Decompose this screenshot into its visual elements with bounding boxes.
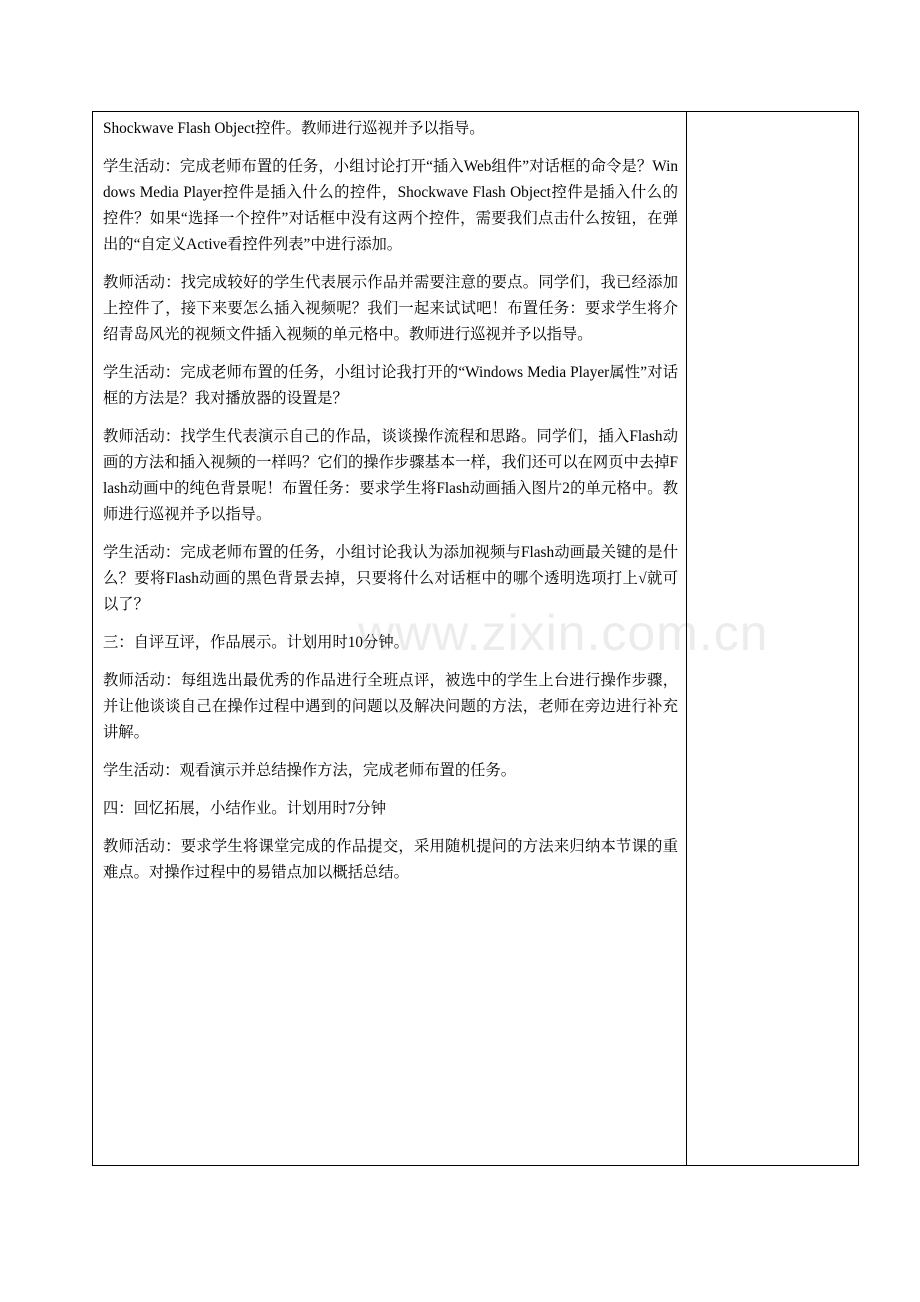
paragraph-teacher-activity-4: 教师活动：要求学生将课堂完成的作品提交，采用随机提问的方法来归纳本节课的重难点。对操作过程中的易错点加以概括总结。 [103, 838, 678, 881]
paragraph-student-activity-4: 学生活动：观看演示并总结操作方法，完成老师布置的任务。 [103, 762, 517, 779]
watermark-logo: www.zixin.com.cn [358, 605, 769, 661]
notes-cell [687, 112, 858, 1165]
paragraph-teacher-activity-3: 教师活动：每组选出最优秀的作品进行全班点评，被选中的学生上台进行操作步骤，并让他谈谈自己在操作过程中遇到的问题以及解决问题的方法，老师在旁边进行补充讲解。 [103, 672, 678, 741]
paragraph-student-activity-1: 学生活动：完成老师布置的任务，小组讨论打开“插入Web组件”对话框的命令是？Windows Media Player控件是插入什么的控件，Shockwave Flash Object控件是插入什么的控件？如果“选择一个控件”对话框中没有这两个控件，需要我们点击什么按钮，在弹出的“自定义Active看控件列表”中进行添加。 [103, 158, 678, 253]
lesson-content-cell [93, 112, 687, 1165]
paragraph-teacher-activity-2: 教师活动：找学生代表演示自己的作品，谈谈操作流程和思路。同学们，插入Flash动画的方法和插入视频的一样吗？它们的操作步骤基本一样，我们还可以在网页中去掉Flash动画中的纯色背景呢！布置任务：要求学生将Flash动画插入图片2的单元格中。教师进行巡视并予以指导。 [103, 428, 678, 523]
paragraph-flash-object: Shockwave Flash Object控件。教师进行巡视并予以指导。 [103, 120, 485, 137]
paragraph-teacher-activity-1: 教师活动：找完成较好的学生代表展示作品并需要注意的要点。同学们，我已经添加上控件了，接下来要怎么插入视频呢？我们一起来试试吧！布置任务：要求学生将介绍青岛风光的视频文件插入视频的单元格中。教师进行巡视并予以指导。 [103, 274, 678, 343]
section-heading-three: 三：自评互评，作品展示。计划用时10分钟。 [103, 634, 409, 651]
section-heading-four: 四：回忆拓展，小结作业。计划用时7分钟 [103, 800, 386, 817]
paragraph-student-activity-2: 学生活动：完成老师布置的任务，小组讨论我打开的“Windows Media Player属性”对话框的方法是？我对播放器的设置是？ [103, 364, 678, 407]
lesson-table [92, 111, 859, 1166]
paragraph-student-activity-3: 学生活动：完成老师布置的任务，小组讨论我认为添加视频与Flash动画最关键的是什么？要将Flash动画的黑色背景去掉，只要将什么对话框中的哪个透明选项打上√就可以了？ [103, 544, 678, 613]
